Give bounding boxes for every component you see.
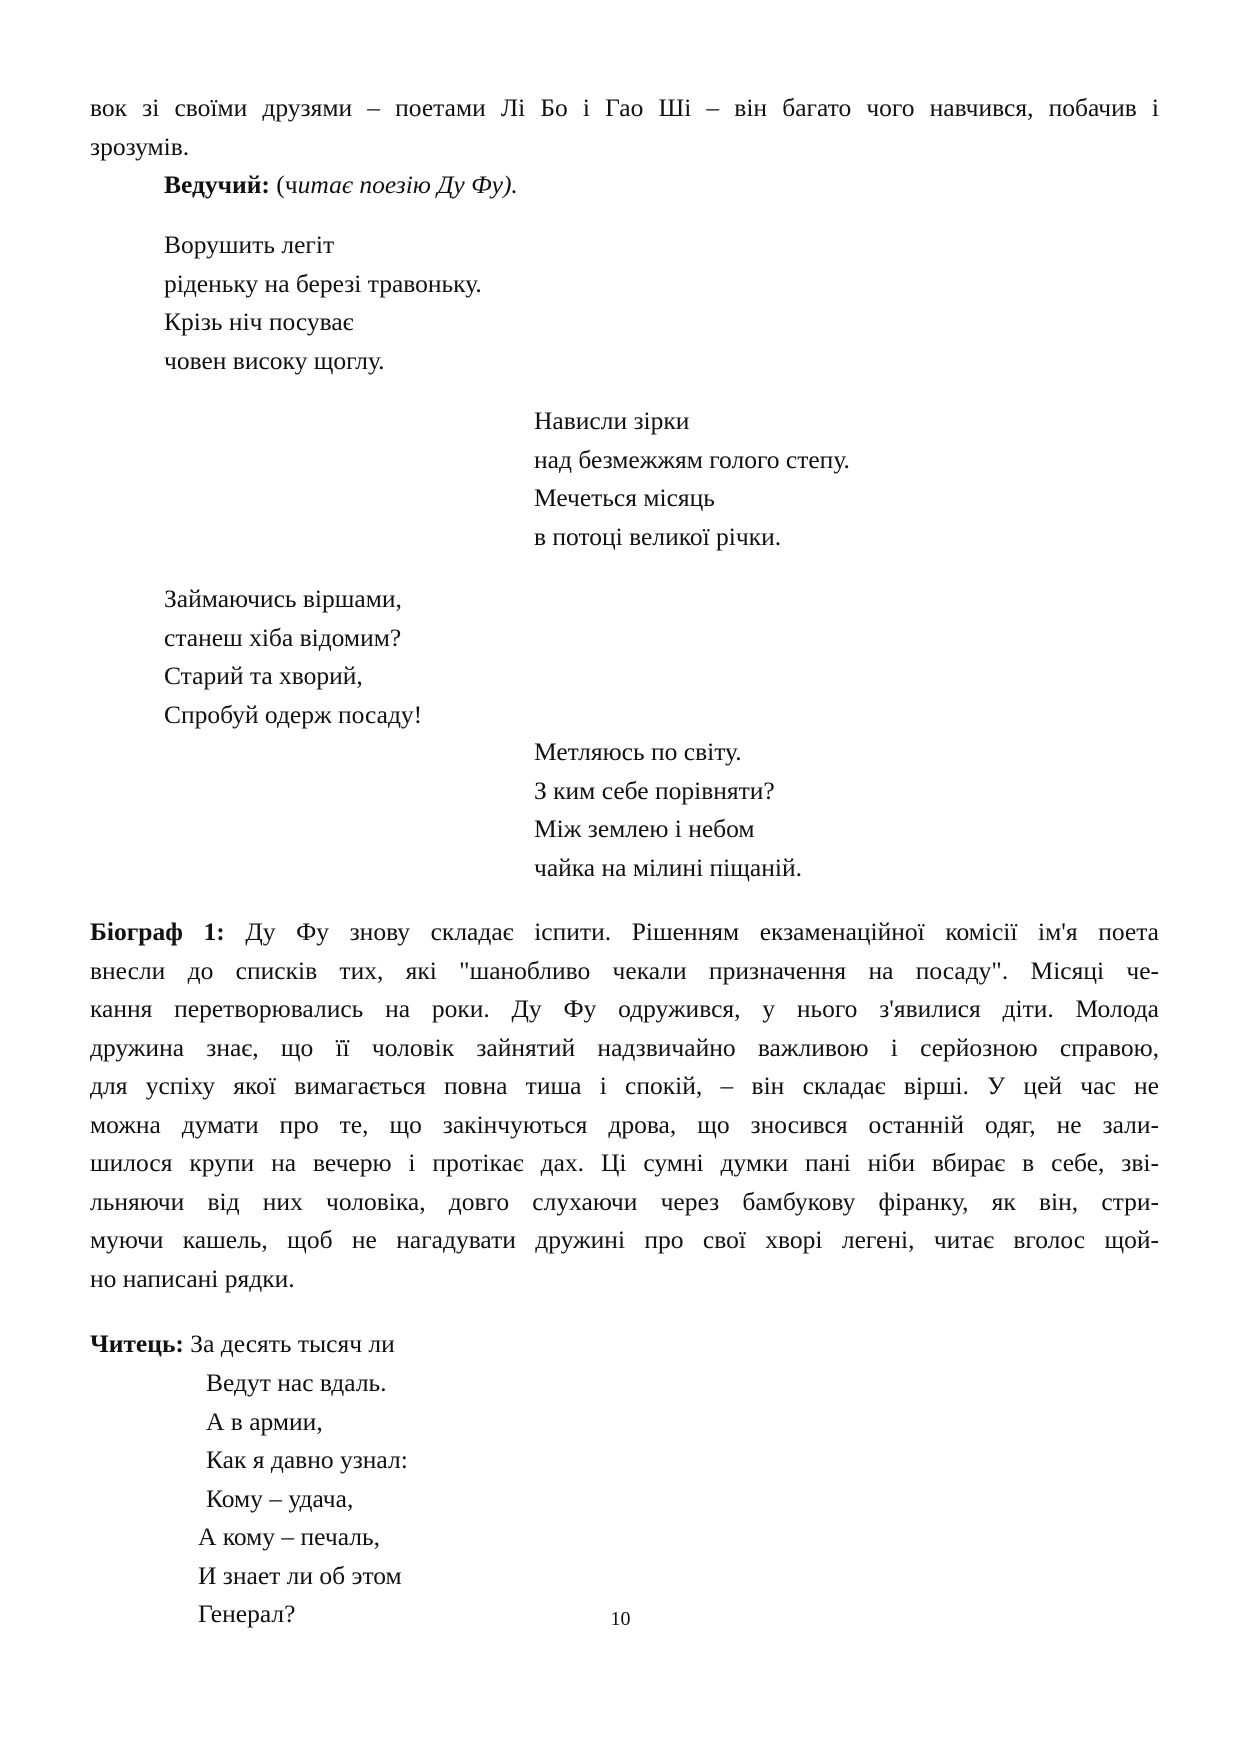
host-open: (ч bbox=[269, 170, 298, 199]
poem-line: Ведут нас вдаль. bbox=[206, 1368, 387, 1397]
poem-stanza-1 bbox=[164, 226, 482, 380]
host-stage-direction: итає поезію Ду Фу). bbox=[297, 170, 518, 199]
poem-stanza-4 bbox=[534, 733, 802, 887]
poem-line: Генерал? bbox=[198, 1599, 296, 1628]
biographer-paragraph bbox=[90, 913, 1159, 1298]
page-number: 10 bbox=[610, 1608, 631, 1630]
intro-line-2: зрозумів. bbox=[90, 131, 190, 161]
biographer-line: кання перетворювались на роки. Ду Фу одружився, у нього з'явилися діти. Молода bbox=[90, 994, 1159, 1023]
biographer-line: льняючи від них чоловіка, довго слухаючи через бамбукову фіранку, як він, стри- bbox=[90, 1186, 1159, 1216]
biographer-line: для успіху якої вимагається повна тиша і спокій, – він складає вірші. У цей час не bbox=[90, 1071, 1159, 1100]
poem-line: Старий та хворий, bbox=[164, 661, 363, 690]
poem-line: станеш хіба відомим? bbox=[164, 622, 402, 652]
poem-line: А в армии, bbox=[206, 1406, 323, 1436]
intro-line-1: вок зі своїми друзями – поетами Лі Бо і Гао Ші – він багато чого навчився, побачив і bbox=[90, 93, 1159, 122]
biographer-line: муючи кашель, щоб не нагадувати дружині про свої хворі легені, читає вголос щой- bbox=[90, 1225, 1159, 1254]
biographer-line-1: Біограф 1: Ду Фу знову складає іспити. Рішенням екзаменаційної комісії ім'я поета bbox=[90, 917, 1160, 946]
poem-line: ріденьку на березі травоньку. bbox=[164, 268, 482, 298]
poem-stanza-2 bbox=[534, 402, 850, 556]
poem-line: в потоці великої річки. bbox=[534, 521, 782, 551]
biographer-line: дружина знає, що її чоловік зайнятий надзвичайно важливою і серйозною справою, bbox=[90, 1032, 1159, 1062]
poem-line: Спробуй одерж посаду! bbox=[164, 699, 423, 729]
reader-speaker: Читець: bbox=[90, 1329, 184, 1358]
poem-line: Між землею і небом bbox=[534, 814, 755, 843]
biographer-line: шилося крупи на вечерю і протікає дах. Ці сумні думки пані ніби вбирає в себе, зві- bbox=[90, 1148, 1159, 1177]
poem-line: И знает ли об этом bbox=[198, 1560, 402, 1590]
poem-line: Ворушить легіт bbox=[164, 230, 335, 259]
poem-line: З ким себе порівняти? bbox=[534, 775, 775, 805]
poem-line: Мечеться місяць bbox=[534, 483, 715, 512]
reader-first-line: Читець: За десять тысяч ли bbox=[90, 1329, 395, 1358]
poem-line: А кому – печаль, bbox=[198, 1522, 380, 1551]
poem-line: Нависли зірки bbox=[534, 406, 690, 435]
poem-line: над безмежжям голого степу. bbox=[534, 444, 850, 474]
biographer-speaker: Біограф 1: bbox=[90, 917, 225, 946]
poem-line: Кому – удача, bbox=[206, 1483, 354, 1513]
reader-poem-a bbox=[206, 1364, 408, 1518]
biographer-line: внесли до списків тих, які "шанобливо чекали призначення на посаду". Місяці че- bbox=[90, 955, 1159, 985]
host-line bbox=[164, 166, 518, 205]
poem-line: Метляюсь по світу. bbox=[534, 737, 742, 766]
biographer-line: можна думати про те, що закінчуються дрова, що зносився останній одяг, не зали- bbox=[90, 1109, 1159, 1139]
poem-line: Как я давно узнал: bbox=[206, 1445, 408, 1474]
biographer-line: но написані рядки. bbox=[90, 1263, 295, 1293]
host-speaker: Ведучий: bbox=[164, 170, 270, 199]
poem-line: чайка на мілині піщаній. bbox=[534, 852, 802, 882]
poem-line: Крізь ніч посуває bbox=[164, 307, 354, 336]
poem-line: Займаючись віршами, bbox=[164, 584, 402, 613]
intro-paragraph bbox=[90, 89, 1159, 166]
poem-line: човен високу щоглу. bbox=[164, 345, 385, 375]
poem-stanza-3 bbox=[164, 580, 422, 734]
